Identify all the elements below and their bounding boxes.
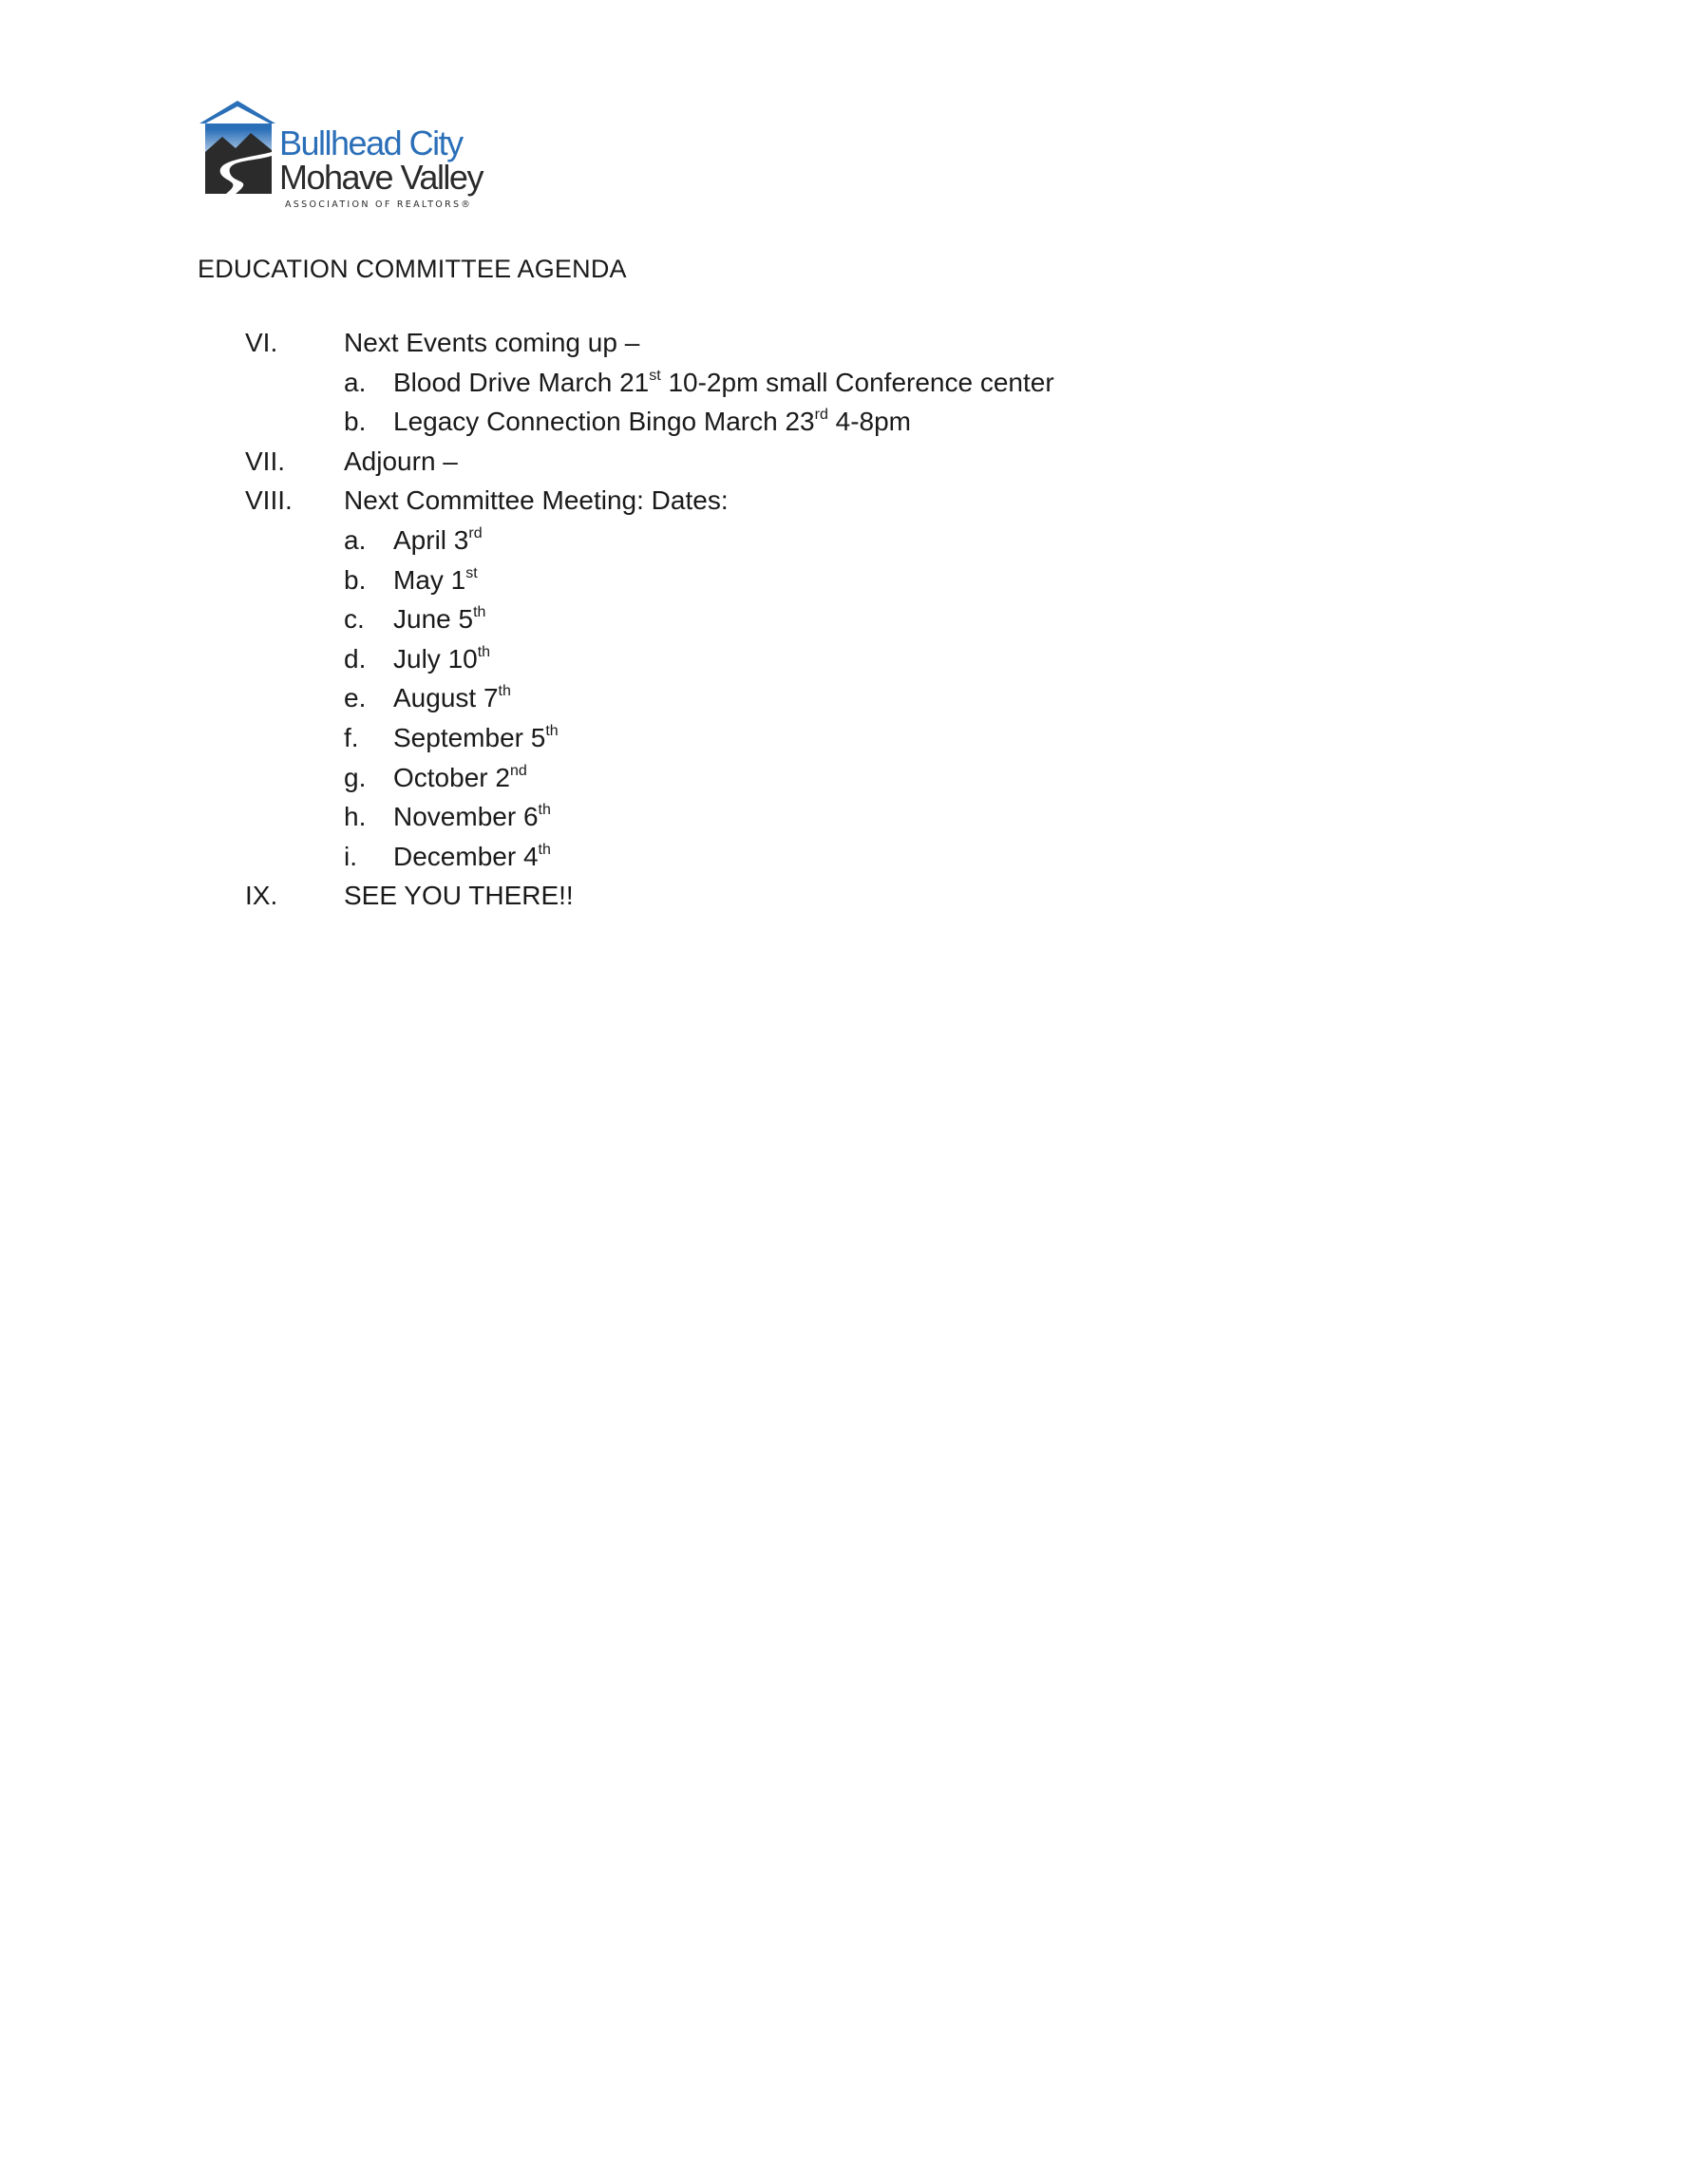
subitem-letter: d. bbox=[344, 643, 367, 674]
subitem-letter: h. bbox=[344, 802, 367, 832]
subitem-text-main: April 3 bbox=[393, 525, 469, 555]
subitem-text bbox=[393, 802, 551, 832]
ordinal-suffix: th bbox=[477, 643, 491, 660]
subitem-letter: b. bbox=[344, 564, 367, 595]
subitem-text bbox=[393, 842, 551, 872]
subitem-letter: e. bbox=[344, 683, 367, 713]
subitem-text-rest: 10-2pm small Conference center bbox=[660, 367, 1054, 397]
subitem-text bbox=[393, 723, 559, 753]
agenda-item-text: Adjourn – bbox=[344, 446, 458, 476]
ordinal-suffix: nd bbox=[509, 762, 527, 779]
subitem-text-main: July 10 bbox=[393, 643, 478, 674]
subitem-text-main: May 1 bbox=[393, 564, 466, 595]
agenda-item-text: Next Committee Meeting: Dates: bbox=[344, 485, 729, 516]
agenda-item-text: Next Events coming up – bbox=[344, 328, 640, 357]
subitem-text-main: Legacy Connection Bingo March 23 bbox=[393, 407, 815, 437]
ordinal-suffix: th bbox=[473, 604, 486, 621]
subitem-text bbox=[393, 644, 490, 674]
association-logo bbox=[198, 99, 483, 217]
ordinal-suffix: th bbox=[498, 683, 511, 700]
subitem-text-main: November 6 bbox=[393, 802, 539, 832]
agenda-item-numeral: VII. bbox=[245, 446, 286, 476]
logo-line-valley: Mohave Valley bbox=[279, 158, 483, 197]
agenda-item-numeral: IX. bbox=[245, 881, 278, 911]
ordinal-suffix: rd bbox=[468, 525, 483, 541]
ordinal-suffix: th bbox=[538, 841, 551, 858]
subitem-letter: a. bbox=[344, 367, 367, 397]
subitem-text bbox=[393, 763, 527, 793]
subitem-text-main: August 7 bbox=[393, 683, 499, 713]
subitem-letter: f. bbox=[344, 723, 359, 752]
subitem-text bbox=[393, 604, 485, 635]
subitem-text bbox=[393, 683, 511, 713]
subitem-text-main: December 4 bbox=[393, 841, 539, 871]
ordinal-suffix: st bbox=[465, 564, 478, 581]
house-mountain-icon bbox=[198, 99, 279, 217]
subitem-text-rest: 4-8pm bbox=[827, 407, 912, 437]
agenda-item-text: SEE YOU THERE!! bbox=[344, 881, 574, 911]
ordinal-suffix: th bbox=[545, 723, 559, 739]
subitem-text bbox=[393, 565, 478, 596]
logo-line-association: ASSOCIATION OF REALTORS® bbox=[285, 199, 473, 210]
subitem-text-main: June 5 bbox=[393, 604, 474, 635]
subitem-text-main: September 5 bbox=[393, 723, 546, 752]
logo-line-city: Bullhead City bbox=[279, 123, 463, 162]
subitem-letter: i. bbox=[344, 841, 357, 871]
ordinal-suffix: th bbox=[538, 802, 551, 819]
agenda-item-numeral: VI. bbox=[245, 328, 278, 357]
agenda-item-numeral: VIII. bbox=[245, 485, 293, 516]
subitem-text bbox=[393, 525, 483, 556]
subitem-text-main: Blood Drive March 21 bbox=[393, 367, 650, 397]
subitem-letter: c. bbox=[344, 604, 365, 635]
ordinal-suffix: st bbox=[649, 367, 661, 384]
agenda-title: EDUCATION COMMITTEE AGENDA bbox=[198, 255, 627, 283]
subitem-letter: a. bbox=[344, 525, 367, 555]
subitem-text bbox=[393, 407, 911, 437]
subitem-letter: g. bbox=[344, 762, 367, 792]
subitem-text bbox=[393, 368, 1054, 398]
subitem-text-main: October 2 bbox=[393, 762, 510, 792]
subitem-letter: b. bbox=[344, 407, 367, 437]
ordinal-suffix: rd bbox=[814, 407, 828, 424]
